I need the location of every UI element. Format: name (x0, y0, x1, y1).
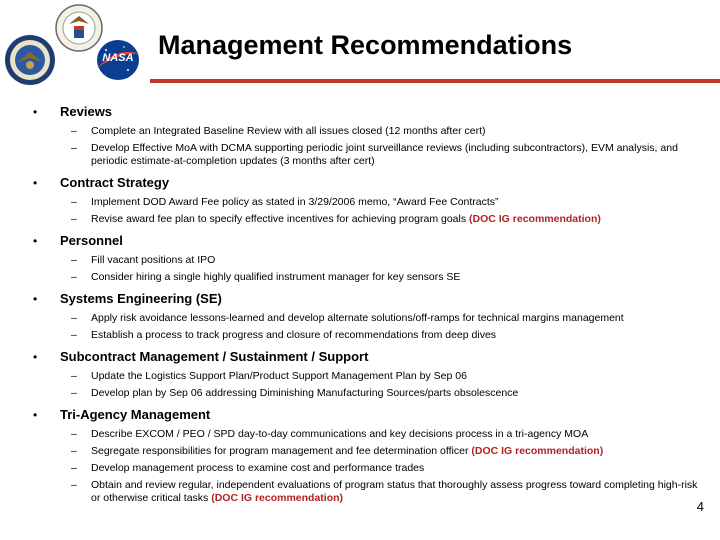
doc-ig-recommendation-tag: (DOC IG recommendation) (211, 492, 344, 504)
list-item-text: Fill vacant positions at IPO (91, 254, 216, 266)
list-item-text: Implement DOD Award Fee policy as stated in 3/29/2006 memo, “Award Fee Contracts” (91, 196, 499, 208)
nasa-logo-text: NASA (102, 52, 134, 64)
list-item (0, 142, 720, 168)
recommendations-list (0, 104, 720, 512)
dash-icon: – (71, 428, 77, 440)
dash-icon: – (71, 196, 77, 208)
section-heading-row (0, 175, 720, 193)
nasa-logo (94, 38, 142, 82)
dash-icon: – (71, 329, 77, 341)
section-heading: Personnel (60, 233, 123, 248)
list-item (0, 271, 720, 284)
list-item (0, 428, 720, 441)
dash-icon: – (71, 142, 77, 154)
bullet-icon: • (33, 105, 38, 119)
list-item (0, 479, 720, 505)
section (0, 407, 720, 505)
list-item-text: Consider hiring a single highly qualified instrument manager for key sensors SE (91, 271, 461, 283)
bullet-icon: • (33, 292, 38, 306)
section (0, 349, 720, 400)
list-item-text: Segregate responsibilities for program management and fee determination officer (91, 445, 472, 457)
section-heading: Contract Strategy (60, 175, 170, 190)
list-item-text: Complete an Integrated Baseline Review with all issues closed (12 months after cert) (91, 125, 486, 137)
list-item-text: Develop management process to examine cost and performance trades (91, 462, 425, 474)
bullet-icon: • (33, 408, 38, 422)
section-heading: Subcontract Management / Sustainment / Support (60, 349, 369, 364)
list-item (0, 312, 720, 325)
dash-icon: – (71, 387, 77, 399)
list-item-text: Revise award fee plan to specify effective incentives for achieving program goals (91, 213, 470, 225)
title-divider (150, 79, 720, 83)
section-heading: Reviews (60, 104, 113, 119)
dash-icon: – (71, 254, 77, 266)
list-item-text: Develop Effective MoA with DCMA supporting periodic joint surveillance reviews (including subcontractors), EVM analysis, and periodic estimate-at-completion updates (3 months after cert) (91, 142, 678, 167)
page-title: Management Recommendations (158, 30, 573, 60)
list-item-text: Apply risk avoidance lessons-learned and develop alternate solutions/off-ramps for technical margins management (91, 312, 624, 324)
dash-icon: – (71, 370, 77, 382)
doc-ig-recommendation-tag: (DOC IG recommendation) (469, 213, 601, 225)
list-item-text: Update the Logistics Support Plan/Product Support Management Plan by Sep 06 (91, 370, 467, 382)
section-heading-row (0, 291, 720, 309)
dash-icon: – (71, 479, 77, 491)
dod-seal-icon (4, 34, 56, 86)
section-heading: Systems Engineering (SE) (60, 291, 222, 306)
bullet-icon: • (33, 176, 38, 190)
section (0, 291, 720, 342)
bullet-icon: • (33, 234, 38, 248)
dash-icon: – (71, 312, 77, 324)
list-item (0, 125, 720, 138)
page-number: 4 (696, 499, 704, 514)
list-item-text: Establish a process to track progress and closure of recommendations from deep dives (91, 329, 497, 341)
list-item-text: Develop plan by Sep 06 addressing Diminishing Manufacturing Sources/parts obsolescence (91, 387, 519, 399)
section-heading-row (0, 349, 720, 367)
section-heading-row (0, 233, 720, 251)
section-heading: Tri-Agency Management (60, 407, 211, 422)
doc-ig-recommendation-tag: (DOC IG recommendation) (471, 445, 604, 457)
list-item (0, 370, 720, 383)
section-heading-row (0, 104, 720, 122)
dash-icon: – (71, 125, 77, 137)
list-item (0, 329, 720, 342)
list-item (0, 445, 720, 458)
bullet-icon: • (33, 350, 38, 364)
list-item (0, 196, 720, 209)
list-item (0, 387, 720, 400)
list-item-text: Obtain and review regular, independent evaluations of program status that thoroughly assess progress toward completing high-risk or otherwise critical tasks (91, 479, 698, 504)
section (0, 104, 720, 168)
section-heading-row (0, 407, 720, 425)
list-item-text: Describe EXCOM / PEO / SPD day-to-day communications and key decisions process in a tri-agency MOA (91, 428, 589, 440)
section (0, 175, 720, 226)
list-item (0, 462, 720, 475)
list-item (0, 254, 720, 267)
dash-icon: – (71, 462, 77, 474)
list-item (0, 213, 720, 226)
dash-icon: – (71, 271, 77, 283)
dash-icon: – (71, 213, 77, 225)
dash-icon: – (71, 445, 77, 457)
section (0, 233, 720, 284)
